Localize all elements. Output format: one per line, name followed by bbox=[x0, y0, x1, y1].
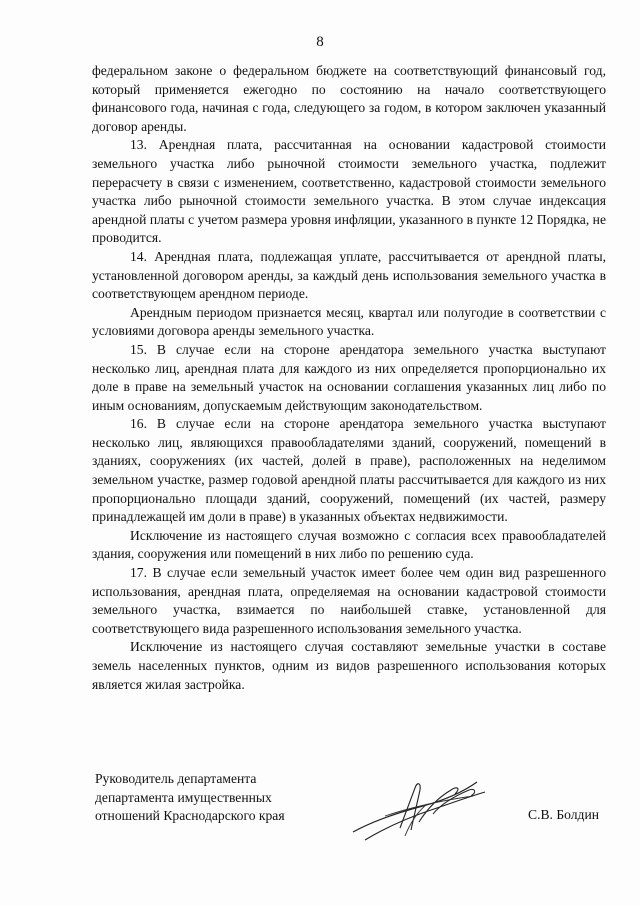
position-line-2: департамента имущественных bbox=[95, 789, 272, 805]
position-line-3: отношений Краснодарского края bbox=[95, 808, 285, 824]
handwritten-signature bbox=[345, 770, 495, 850]
paragraph-14: 14. Арендная плата, подлежащая уплате, рассчитывается от арендной платы, установленной договором аренды, за каждый день использования земельного участка в соответствующем арендном периоде. bbox=[92, 248, 606, 302]
paragraph-17: 17. В случае если земельный участок имеет более чем один вид разрешенного использования, арендная плата, определяемая на основании кадастровой стоимости земельного участка, взимается по наибольшей ставке, установленной для соответствующего вида разрешенного использования земельного участка. bbox=[92, 565, 606, 636]
signer-name: С.В. Болдин bbox=[528, 807, 600, 822]
position-line-1: Руководитель департамента bbox=[95, 771, 257, 786]
paragraph-16-exception: Исключение из настоящего случая возможно с согласия всех правообладателей здания, сооружения или помещений в них либо по решению суда. bbox=[92, 527, 606, 562]
paragraph-continuation: федеральном законе о федеральном бюджете на соответствующий финансовый год, который применяется ежегодно по состоянию на начало соответствующего финансового года, начиная с года, следующего за годом, в котором заключен указанный договор аренды. bbox=[92, 63, 606, 134]
paragraph-14-rent-period: Арендным периодом признается месяц, квартал или полугодие в соответствии с условиями договора аренды земельного участка. bbox=[92, 304, 606, 339]
page-number: 8 bbox=[316, 34, 324, 50]
paragraph-13: 13. Арендная плата, рассчитанная на основании кадастровой стоимости земельного участка либо рыночной стоимости земельного участка, подлежит перерасчету в связи с изменением, соответственно, кадастровой стоимости земельного участка либо рыночной стоимости земельного участка. В этом случае индексация арендной платы с учетом размера уровня инфляции, указанного в пункте 12 Порядка, не проводится. bbox=[92, 137, 606, 246]
paragraph-16: 16. В случае если на стороне арендатора земельного участка выступают несколько лиц, являющихся правообладателями зданий, сооружений, помещений в зданиях, сооружениях (их частей, долей в праве), расположенных на неделимом земельном участке, размер годовой арендной платы рассчитывается для каждого из них пропорционально площади зданий, сооружений, помещений (их частей, размеру принадлежащей им доли в праве) в указанных объектах недвижимости. bbox=[92, 416, 606, 525]
signatory-position bbox=[95, 770, 285, 826]
paragraph-15: 15. В случае если на стороне арендатора земельного участка выступают несколько лиц, арендная плата для каждого из них определяется пропорционально их доле в праве на земельный участок на основании соглашения указанных лиц либо по иным основаниям, допускаемым действующим законодательством. bbox=[92, 341, 606, 413]
paragraph-17-exception: Исключение из настоящего случая составляют земельные участки в составе земель населенных пунктов, одним из видов разрешенного использования которых является жилая застройка. bbox=[92, 639, 606, 692]
document-body bbox=[92, 62, 606, 694]
